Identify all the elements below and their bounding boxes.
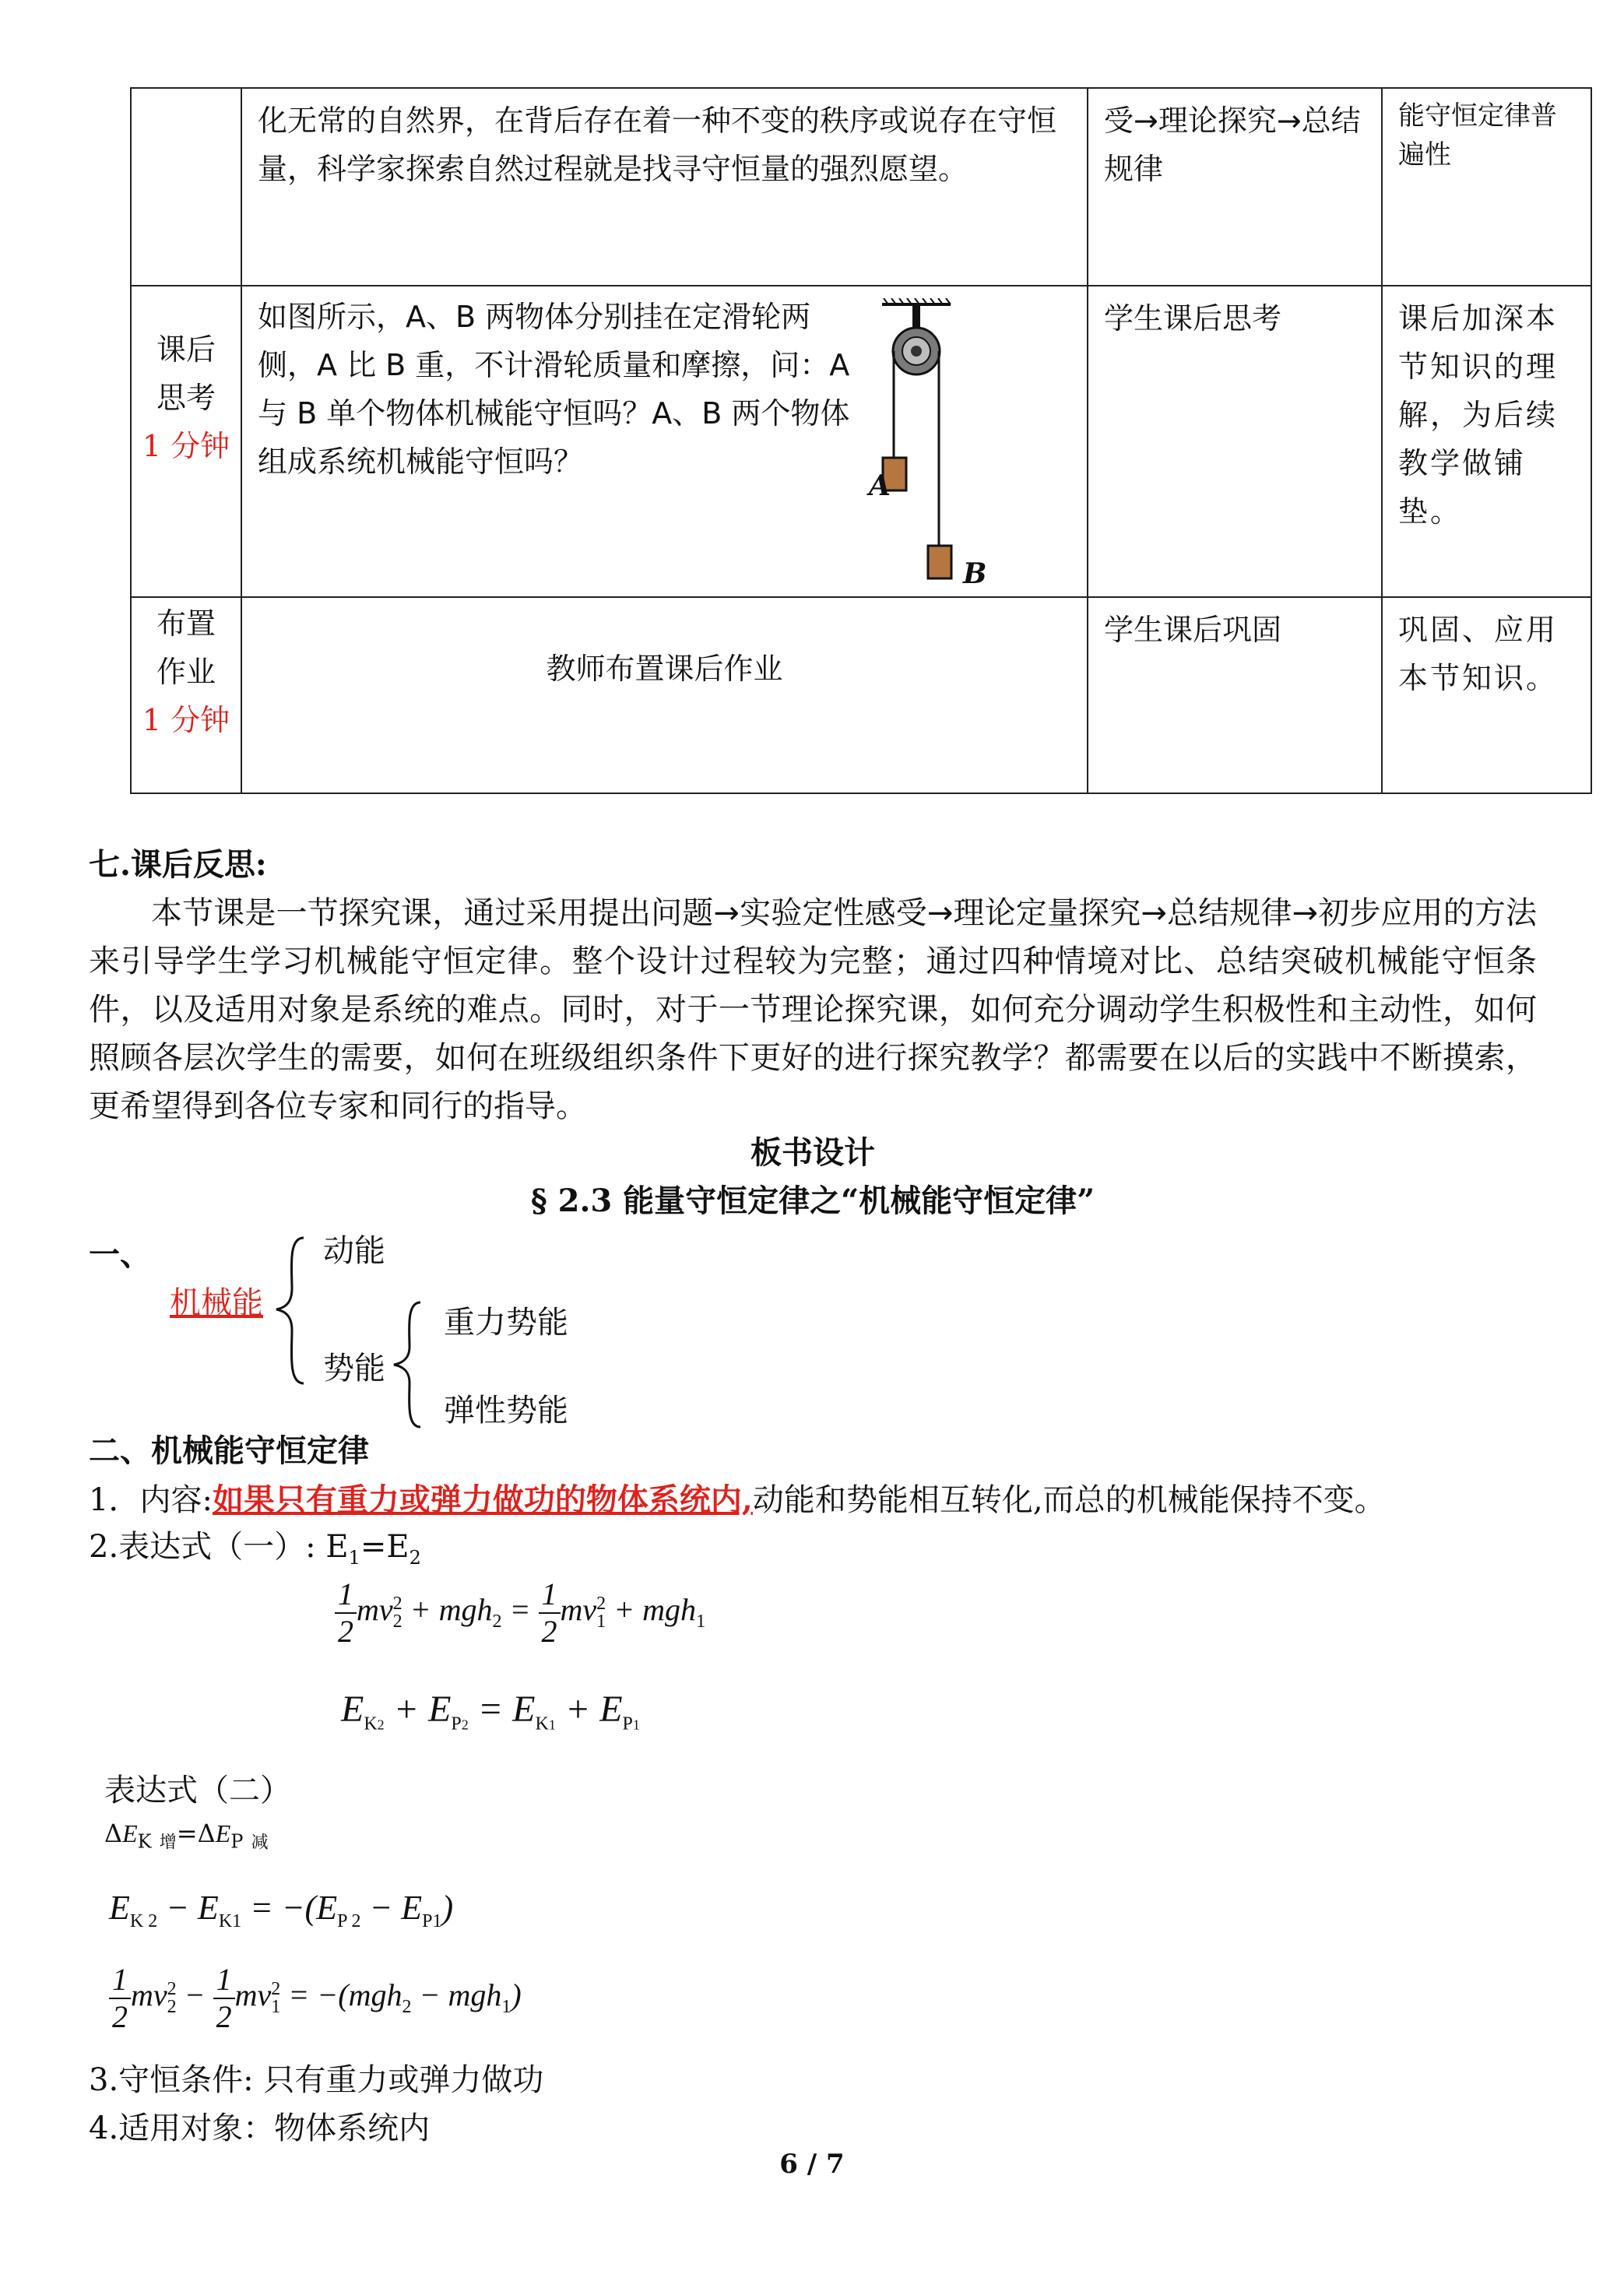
design-intent-text: 巩固、应用本节知识。 — [1398, 613, 1559, 695]
student-activity-cell — [1088, 286, 1382, 597]
teaching-content-cell — [241, 286, 1088, 597]
teaching-content-cell — [241, 88, 1088, 286]
item1-rest: 动能和势能相互转化,而总的机械能保持不变。 — [752, 1482, 1386, 1518]
item2-line: 2.表达式（一）: $E_1=E_2$ — [89, 1529, 421, 1569]
expr2-label: 表达式（二） — [104, 1773, 291, 1808]
board-subtitle: § 2.3 能量守恒定律之“机械能守恒定律” — [530, 1183, 1095, 1219]
design-intent-text: 课后加深本节知识的理解，为后续教学做铺垫。 — [1398, 301, 1559, 529]
row-label-cell — [131, 597, 241, 793]
row-label-cell — [131, 88, 241, 286]
row-time: 1 分钟 — [142, 429, 230, 463]
table-row — [131, 286, 1591, 597]
content-line — [89, 1475, 1386, 1520]
table-row — [131, 597, 1591, 793]
part1-label: 一、 — [89, 1236, 151, 1273]
item2-label: 2.表达式（一）: E — [89, 1529, 349, 1565]
student-activity-text: 学生课后巩固 — [1104, 613, 1282, 647]
formula-4: $\frac{1}{2}$ $mv_2^2$ − $\frac{1}{2}$ $mv_1^2 = -(mgh_2 - mgh_1)$ — [109, 1962, 522, 2035]
formula-3: $E_{K 2} - E_{K1} = -(E_{P 2} - E_{P1})$ — [109, 1889, 454, 1931]
row-label: 布置 — [156, 606, 216, 641]
student-activity-text: 受→理论探究→总结规律 — [1104, 104, 1361, 186]
item1-highlight: 如果只有重力或弹力做功的物体系统内, — [212, 1481, 753, 1518]
item4: 4.适用对象：物体系统内 — [89, 2110, 431, 2146]
potential-label: 势能 — [323, 1351, 385, 1386]
elastic-pe-label: 弹性势能 — [444, 1393, 568, 1429]
delta-expression: $\Delta E_K$ $_增=\Delta E_P$ $_减$ — [104, 1819, 269, 1853]
reflection-body: 本节课是一节探究课，通过采用提出问题→实验定性感受→理论定量探究→总结规律→初步应用的方法来引导学生学习机械能守恒定律。整个设计过程较为完整；通过四种情境对比、总结突破机械能守恒条件，以及适用对象是系统的难点。同时，对于一节理论探究课，如何充分调动学生积极性和主动性，如何照顾各层次学生的需要，如何在班级组织条件下更好的进行探究教学？都需要在以后的实践中不断摸索，更希望得到各位专家和同行的指导。 — [89, 895, 1537, 1124]
row-label: 作业 — [156, 655, 216, 689]
row-label: 课后 — [156, 332, 216, 367]
block-b — [928, 546, 951, 578]
gravity-pe-label: 重力势能 — [444, 1305, 568, 1341]
teaching-content-cell — [241, 597, 1088, 793]
brace-2 — [389, 1299, 444, 1431]
label-a: A — [869, 469, 891, 502]
reflection-heading: 七.课后反思: — [89, 846, 267, 883]
table-row — [131, 88, 1591, 286]
student-activity-text: 学生课后思考 — [1104, 301, 1282, 336]
formula-1: $\frac{1}{2}$ $mv_2^2 + mgh_2$ = $\frac{1}{2}$ $mv_1^2 + mgh_1$ — [335, 1576, 705, 1650]
pulley-diagram — [873, 298, 1028, 586]
delta-inc: 增 — [159, 1833, 177, 1853]
lesson-table — [130, 87, 1592, 794]
teaching-content-text: 化无常的自然界，在背后存在着一种不变的秩序或说存在守恒量，科学家探索自然过程就是找寻守恒量的强烈愿望。 — [258, 104, 1057, 186]
student-activity-cell — [1088, 597, 1382, 793]
teaching-content-text: 教师布置课后作业 — [546, 652, 783, 686]
design-intent-cell — [1382, 286, 1591, 597]
design-intent-cell — [1382, 88, 1591, 286]
student-activity-cell — [1088, 88, 1382, 286]
item1-prefix: 1．内容: — [89, 1482, 213, 1518]
design-intent-text: 能守恒定律普遍性 — [1398, 100, 1557, 170]
row-time: 1 分钟 — [142, 703, 230, 737]
formula-2: $E_{K2} + E_{P2} = E_{K1} + E_{P1}$ — [341, 1689, 640, 1734]
mechanical-energy: 机械能 — [170, 1285, 263, 1321]
delta-dec: 减 — [251, 1833, 269, 1853]
part2-heading: 二、机械能守恒定律 — [89, 1432, 369, 1469]
row-label: 思考 — [156, 381, 216, 415]
row-label-cell — [131, 286, 241, 597]
page-number: 6 / 7 — [779, 2149, 845, 2180]
item3: 3.守恒条件: 只有重力或弹力做功 — [89, 2062, 544, 2098]
design-intent-cell — [1382, 597, 1591, 793]
board-title: 板书设计 — [750, 1134, 875, 1171]
label-b: B — [963, 557, 987, 590]
kinetic-label: 动能 — [323, 1233, 385, 1269]
teaching-content-text: 如图所示，A、B 两物体分别挂在定滑轮两侧，A 比 B 重，不计滑轮质量和摩擦，问：A 与 B 单个物体机械能守恒吗？A、B 两个物体组成系统机械能守恒吗？ — [258, 300, 850, 479]
